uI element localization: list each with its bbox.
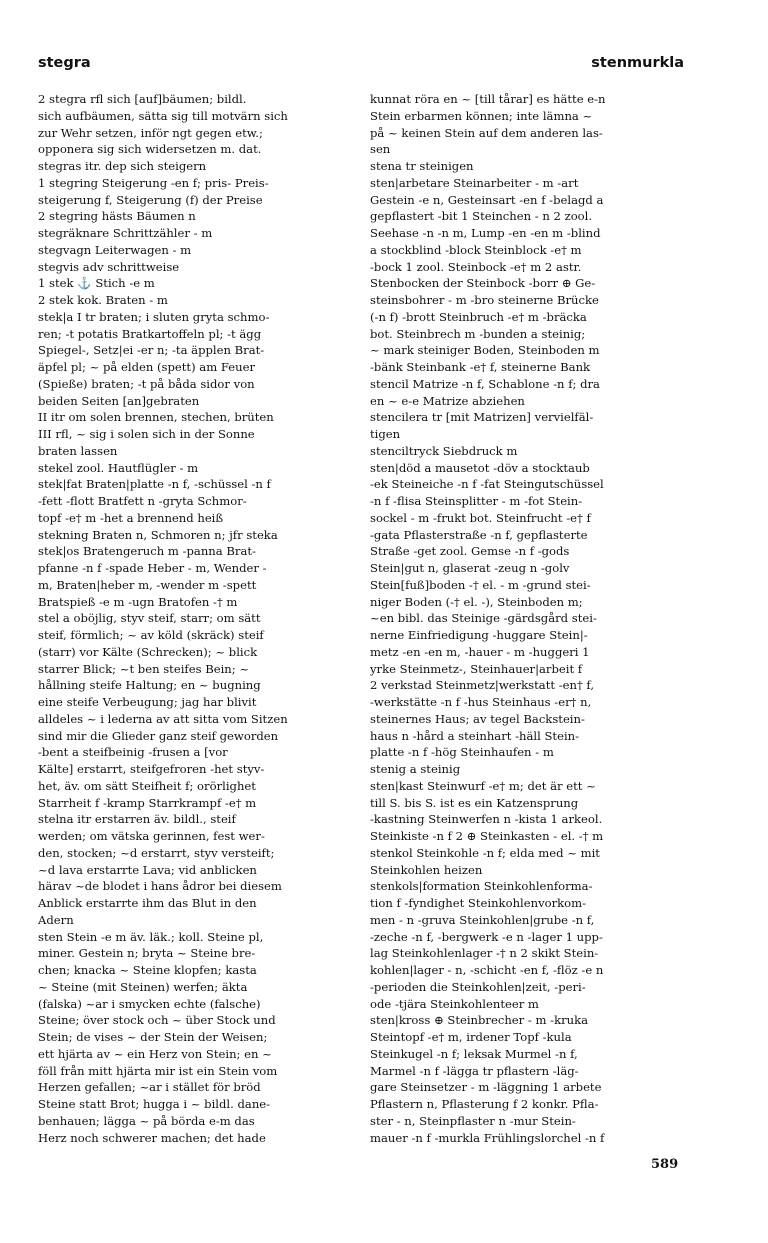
text-line: Anblick erstarrte ihm das Blut in den	[38, 896, 257, 910]
text-line: sten|kross ⊕ Steinbrecher - m -kruka	[370, 1013, 589, 1028]
text-line: hållning steife Haltung; en ~ bugning	[38, 678, 261, 693]
text-line: ~en bibl. das Steinige -gärdsgård stei-	[370, 611, 597, 626]
text-line: beiden Seiten [an]gebraten	[38, 393, 200, 408]
text-line: metz -en -en m, -hauer - m -huggeri 1	[370, 644, 590, 659]
text-line: stek|fat Braten|platte -n f, -schüssel -n f	[38, 477, 271, 492]
text-line: -bock 1 zool. Steinbock -e† m 2 astr.	[370, 259, 582, 274]
text-line: Seehase -n -n m, Lump -en -en m -blind	[370, 226, 601, 240]
text-line: stekel zool. Hautflügler - m	[38, 460, 199, 475]
text-line: Marmel -n f -lägga tr pflastern -läg-	[370, 1063, 579, 1078]
text-line: 2 verkstad Steinmetz|werkstatt -en† f,	[370, 678, 595, 693]
text-line: stenkol Steinkohle -n f; elda med ~ mit	[370, 845, 600, 860]
text-line: Herzen gefallen; ~ar i stället för bröd	[38, 1080, 261, 1095]
text-line: het, äv. om sätt Steifheit f; orörlighet	[38, 778, 256, 793]
text-line: härav ~de blodet i hans ådror bei diesem	[38, 879, 282, 894]
text-line: Adern	[38, 912, 74, 927]
text-line: Bratspieß -e m -ugn Bratofen -† m	[38, 594, 238, 609]
text-line: stegvis adv schrittweise	[38, 259, 180, 274]
text-line: opponera sig sich widersetzen m. dat.	[38, 142, 262, 157]
text-line: steinernes Haus; av tegel Backstein-	[370, 711, 585, 726]
text-line: stel a oböjlig, styv steif, starr; om sätt	[38, 611, 261, 626]
text-line: Stenbocken der Steinbock -borr ⊕ Ge-	[370, 276, 596, 291]
text-line: -gata Pflasterstraße -n f, gepflasterte	[370, 527, 588, 542]
text-line: stenig a steinig	[370, 762, 461, 776]
text-line: bot. Steinbrech m -bunden a steinig;	[370, 326, 586, 341]
text-line: m, Braten|heber m, -wender m -spett	[38, 577, 257, 592]
text-line: ster - n, Steinpflaster n -mur Stein-	[370, 1113, 576, 1128]
text-line: sten|död a mausetot -döv a stocktaub	[370, 460, 590, 475]
text-line: Gestein -e n, Gesteinsart -en f -belagd a	[370, 192, 604, 207]
text-line: steif, förmlich; ~ av köld (skräck) steif	[38, 628, 264, 642]
text-line: Steinkiste -n f 2 ⊕ Steinkasten - el. -† m	[370, 829, 604, 843]
text-line: (Spieße) braten; -t på båda sidor von	[38, 376, 255, 391]
text-line: 2 stegra rfl sich [auf]bäumen; bildl.	[38, 92, 247, 106]
text-line: a stockblind -block Steinblock -e† m	[370, 242, 582, 257]
text-line: Herz noch schwerer machen; det hade	[38, 1130, 266, 1145]
text-line: Straße -get zool. Gemse -n f -gods	[370, 544, 570, 559]
text-line: stelna itr erstarren äv. bildl., steif	[38, 812, 236, 827]
left-column	[38, 91, 360, 1146]
text-line: Stein erbarmen können; inte lämna ~	[370, 108, 593, 123]
text-line: -perioden die Steinkohlen|zeit, -peri-	[370, 979, 586, 994]
text-line: alldeles ~ i lederna av att sitta vom Sitzen	[38, 711, 288, 726]
text-line: zur Wehr setzen, inför ngt gegen etw.;	[38, 125, 263, 140]
text-line: stegvagn Leiterwagen - m	[38, 242, 192, 257]
text-line: Stein; de vises ~ der Stein der Weisen;	[38, 1030, 268, 1044]
text-line: en ~ e-e Matrize abziehen	[370, 393, 525, 408]
text-line: -fett -flott Bratfett n -gryta Schmor-	[38, 494, 247, 508]
text-line: Starrheit f -kramp Starrkrampf -e† m	[38, 795, 257, 810]
text-line: gepflastert -bit 1 Steinchen - n 2 zool.	[370, 209, 593, 224]
text-line: -zeche -n f, -bergwerk -e n -lager 1 upp-	[370, 929, 603, 944]
text-line: -n f -flisa Steinsplitter - m -fot Stein-	[370, 494, 583, 508]
text-line: stena tr steinigen	[370, 159, 474, 173]
text-line: werden; om vätska gerinnen, fest wer-	[38, 829, 265, 843]
text-line: -ek Steineiche -n f -fat Steingutschüssel	[370, 477, 604, 492]
text-line: II itr om solen brennen, stechen, brüten	[38, 410, 274, 425]
text-line: kohlen|lager - n, -schicht -en f, -flöz -e n	[370, 963, 604, 977]
text-line: niger Boden (-† el. -), Steinboden m;	[370, 594, 583, 609]
text-line: Pflastern n, Pflasterung f 2 konkr. Pfla-	[370, 1097, 599, 1111]
text-line: Steinkohlen heizen	[370, 862, 483, 877]
text-line: ~d lava erstarrte Lava; vid anblicken	[38, 862, 257, 877]
text-line: stenciltryck Siebdruck m	[370, 443, 518, 458]
text-line: föll från mitt hjärta mir ist ein Stein vom	[38, 1063, 278, 1078]
right-guideword: stenmurkla	[591, 55, 684, 71]
text-line: gare Steinsetzer - m -läggning 1 arbete	[370, 1080, 602, 1095]
text-line: till S. bis S. ist es ein Katzensprung	[370, 795, 579, 810]
text-line: den, stocken; ~d erstarrt, styv versteift;	[38, 845, 275, 860]
text-line: Steine statt Brot; hugga i ~ bildl. dane-	[38, 1097, 271, 1111]
text-line: Stein|gut n, glaserat -zeug n -golv	[370, 561, 570, 575]
text-line: 2 stegring hästs Bäumen n	[38, 209, 196, 224]
text-line: Steintopf -e† m, irdener Topf -kula	[370, 1030, 572, 1044]
text-line: stegras itr. dep sich steigern	[38, 159, 207, 173]
text-line: topf -e† m -het a brennend heiß	[38, 510, 224, 525]
text-line: tigen	[370, 427, 401, 441]
text-line: chen; knacka ~ Steine klopfen; kasta	[38, 963, 257, 977]
text-line: sind mir die Glieder ganz steif geworden	[38, 728, 279, 743]
text-line: sen	[370, 142, 391, 157]
text-line: yrke Steinmetz-, Steinhauer|arbeit f	[370, 661, 583, 676]
text-line: ett hjärta av ~ ein Herz von Stein; en ~	[38, 1046, 272, 1061]
left-guideword: stegra	[38, 55, 91, 71]
text-line: 1 stegring Steigerung -en f; pris- Preis-	[38, 175, 269, 190]
text-line: -bänk Steinbank -e† f, steinerne Bank	[370, 360, 591, 374]
text-line: sockel - m -frukt bot. Steinfrucht -e† f	[370, 510, 591, 525]
text-line: nerne Einfriedigung -huggare Stein|-	[370, 628, 588, 642]
text-line: Stein[fuß]boden -† el. - m -grund stei-	[370, 577, 591, 592]
text-line: steigerung f, Steigerung (f) der Preise	[38, 192, 263, 207]
text-line: sten|arbetare Steinarbeiter - m -art	[370, 175, 579, 190]
text-line: -werkstätte -n f -hus Steinhaus -er† n,	[370, 695, 592, 709]
text-line: sich aufbäumen, sätta sig till motvärn sich	[38, 108, 288, 123]
text-line: kunnat röra en ~ [till tårar] es hätte e-n	[370, 92, 606, 106]
text-line: platte -n f -hög Steinhaufen - m	[370, 745, 554, 760]
text-line: haus n -hård a steinhart -häll Stein-	[370, 728, 580, 743]
text-line: äpfel pl; ~ på elden (spett) am Feuer	[38, 360, 256, 374]
text-line: (falska) ~ar i smycken echte (falsche)	[38, 996, 261, 1011]
page-number: 589	[651, 1157, 679, 1172]
text-line: Kälte] erstarrt, steifgefroren -het styv-	[38, 762, 265, 776]
text-line: stenkols|formation Steinkohlenforma-	[370, 879, 593, 894]
text-line: miner. Gestein n; bryta ~ Steine bre-	[38, 946, 256, 961]
text-line: ode -tjära Steinkohlenteer m	[370, 996, 539, 1011]
text-line: på ~ keinen Stein auf dem anderen las-	[370, 125, 603, 140]
text-line: sten Stein -e m äv. läk.; koll. Steine pl,	[38, 929, 264, 944]
right-column	[370, 91, 690, 1146]
text-line: stegräknare Schrittzähler - m	[38, 226, 213, 240]
text-line: sten|kast Steinwurf -e† m; det är ett ~	[370, 778, 596, 793]
text-line: lag Steinkohlenlager -† n 2 skikt Stein-	[370, 946, 599, 961]
text-line: Steine; över stock och ~ über Stock und	[38, 1013, 276, 1028]
text-line: stencilera tr [mit Matrizen] vervielfäl-	[370, 410, 594, 425]
text-line: ren; -t potatis Bratkartoffeln pl; -t ägg	[38, 326, 262, 341]
text-line: stekning Braten n, Schmoren n; jfr steka	[38, 527, 278, 542]
text-line: eine steife Verbeugung; jag har blivit	[38, 695, 257, 709]
text-line: -kastning Steinwerfen n -kista 1 arkeol.	[370, 812, 603, 827]
text-line: 2 stek kok. Braten - m	[38, 293, 168, 307]
text-line: Steinkugel -n f; leksak Murmel -n f,	[370, 1046, 578, 1061]
text-line: braten lassen	[38, 443, 118, 458]
text-line: stek|a I tr braten; i sluten gryta schmo-	[38, 309, 270, 324]
text-line: benhauen; lägga ~ på börda e-m das	[38, 1113, 255, 1128]
text-line: tion f -fyndighet Steinkohlenvorkom-	[370, 896, 587, 910]
text-line: stencil Matrize -n f, Schablone -n f; dra	[370, 376, 600, 391]
text-line: (starr) vor Kälte (Schrecken); ~ blick	[38, 644, 258, 659]
text-line: ~ mark steiniger Boden, Steinboden m	[370, 343, 600, 358]
text-line: (-n f) -brott Steinbruch -e† m -bräcka	[370, 309, 587, 324]
text-line: ~ Steine (mit Steinen) werfen; äkta	[38, 979, 248, 994]
text-line: steinsbohrer - m -bro steinerne Brücke	[370, 293, 599, 307]
text-line: starrer Blick; ~t ben steifes Bein; ~	[38, 661, 250, 676]
text-line: stek|os Bratengeruch m -panna Brat-	[38, 544, 256, 559]
text-line: III rfl, ~ sig i solen sich in der Sonne	[38, 427, 255, 441]
text-line: 1 stek ⚓ Stich -e m	[38, 276, 155, 291]
text-line: men - n -gruva Steinkohlen|grube -n f,	[370, 912, 595, 927]
text-line: -bent a steifbeinig -frusen a [vor	[38, 745, 228, 760]
text-line: mauer -n f -murkla Frühlingslorchel -n f	[370, 1130, 605, 1145]
text-line: Spiegel-, Setz|ei -er n; -ta äpplen Brat-	[38, 343, 265, 358]
text-line: pfanne -n f -spade Heber - m, Wender -	[38, 561, 267, 575]
